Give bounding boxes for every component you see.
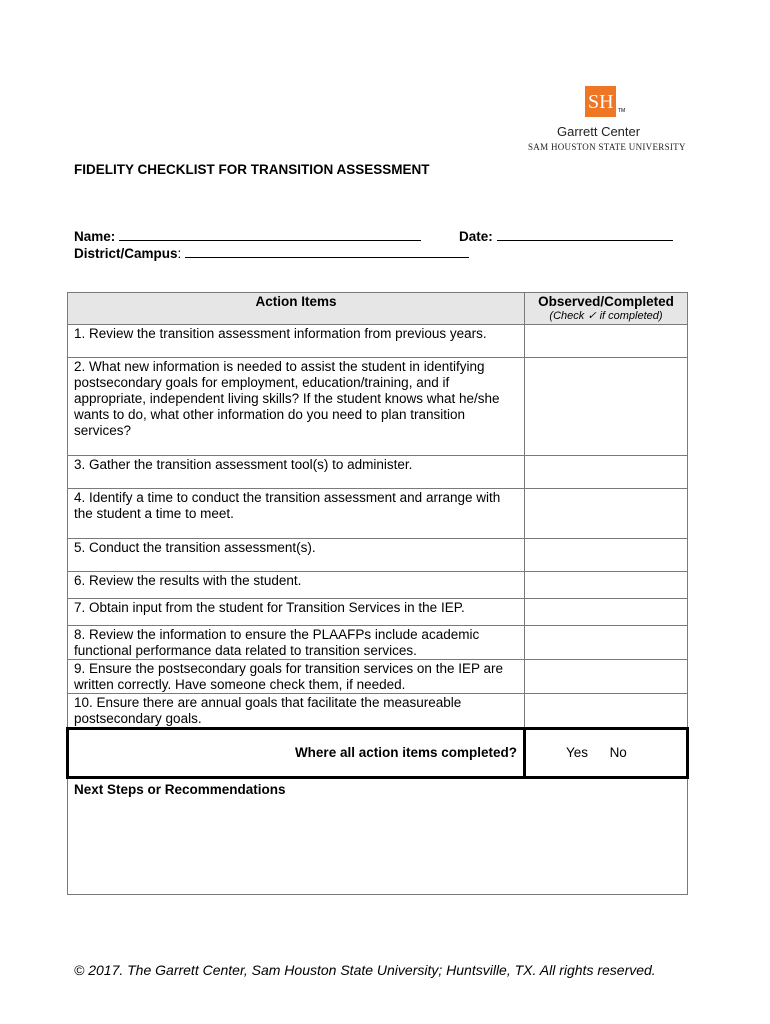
- yes-option[interactable]: Yes: [566, 745, 589, 760]
- completed-cell-7[interactable]: [525, 599, 688, 626]
- completed-cell-8[interactable]: [525, 626, 688, 660]
- completion-row: [68, 729, 688, 778]
- action-item-5: 5. Conduct the transition assessment(s).: [68, 539, 525, 572]
- action-item-3: 3. Gather the transition assessment tool(s) to administer.: [68, 456, 525, 489]
- check-mark-icon: ✓: [587, 310, 597, 322]
- table-row: [68, 572, 688, 599]
- action-item-9: 9. Ensure the postsecondary goals for transition services on the IEP are written correctly. Have someone check them, if needed.: [68, 660, 525, 694]
- table-header-row: [68, 293, 688, 325]
- completed-cell-3[interactable]: [525, 456, 688, 489]
- district-label: District/Campus: [74, 246, 178, 261]
- header-observed-completed: Observed/Completed (Check ✓ if completed): [525, 293, 688, 325]
- district-field[interactable]: District/Campus:: [74, 245, 469, 261]
- completed-cell-6[interactable]: [525, 572, 688, 599]
- completed-cell-5[interactable]: [525, 539, 688, 572]
- table-row: [68, 694, 688, 729]
- table-row: [68, 626, 688, 660]
- org-name: Garrett Center: [557, 124, 641, 139]
- name-input-line[interactable]: [119, 228, 421, 241]
- table-row: [68, 539, 688, 572]
- table-row: [68, 325, 688, 358]
- next-steps-area[interactable]: [68, 778, 688, 895]
- garrett-center-logo: [585, 86, 616, 117]
- action-item-1: 1. Review the transition assessment information from previous years.: [68, 325, 525, 358]
- action-item-6: 6. Review the results with the student.: [68, 572, 525, 599]
- checklist-table: [66, 292, 689, 895]
- date-input-line[interactable]: [497, 228, 673, 241]
- table-row: [68, 660, 688, 694]
- header-observed-note: (Check ✓ if completed): [549, 310, 663, 322]
- name-field[interactable]: [74, 228, 421, 244]
- completed-cell-10[interactable]: [525, 694, 688, 729]
- no-option[interactable]: No: [609, 745, 627, 760]
- table-row: [68, 489, 688, 539]
- next-steps-row: [68, 778, 688, 895]
- name-label: Name:: [74, 229, 116, 244]
- action-item-8: 8. Review the information to ensure the PLAAFPs include academic functional performance data related to transition services.: [68, 626, 525, 660]
- action-item-2: 2. What new information is needed to assist the student in identifying postsecondary goals for employment, education/training, and if appropriate, independent living skills? If the student knows what he/she wants to do, what other information do you need to plan transition services?: [68, 358, 525, 456]
- trademark-mark: TM: [618, 108, 626, 114]
- svg-text:SH: SH: [588, 91, 614, 113]
- completed-cell-9[interactable]: [525, 660, 688, 694]
- district-input-line[interactable]: [185, 245, 469, 258]
- document-title: FIDELITY CHECKLIST FOR TRANSITION ASSESSMENT: [74, 162, 430, 177]
- completion-question: Where all action items completed?: [68, 729, 525, 778]
- date-label: Date:: [459, 229, 493, 244]
- completed-cell-4[interactable]: [525, 489, 688, 539]
- table-row: [68, 599, 688, 626]
- next-steps-label: Next Steps or Recommendations: [74, 782, 286, 797]
- action-item-4: 4. Identify a time to conduct the transition assessment and arrange with the student a time to meet.: [68, 489, 525, 539]
- completed-cell-2[interactable]: [525, 358, 688, 456]
- org-subtitle: SAM HOUSTON STATE UNIVERSITY: [528, 142, 686, 152]
- completion-answer: [525, 729, 688, 778]
- action-item-10: 10. Ensure there are annual goals that facilitate the measureable postsecondary goals.: [68, 694, 525, 729]
- copyright-footer: © 2017. The Garrett Center, Sam Houston State University; Huntsville, TX. All rights reserved.: [74, 962, 656, 978]
- table-row: [68, 456, 688, 489]
- table-row: [68, 358, 688, 456]
- header-action-items: Action Items: [68, 293, 525, 325]
- action-item-7: 7. Obtain input from the student for Transition Services in the IEP.: [68, 599, 525, 626]
- date-field[interactable]: [459, 228, 673, 244]
- completed-cell-1[interactable]: [525, 325, 688, 358]
